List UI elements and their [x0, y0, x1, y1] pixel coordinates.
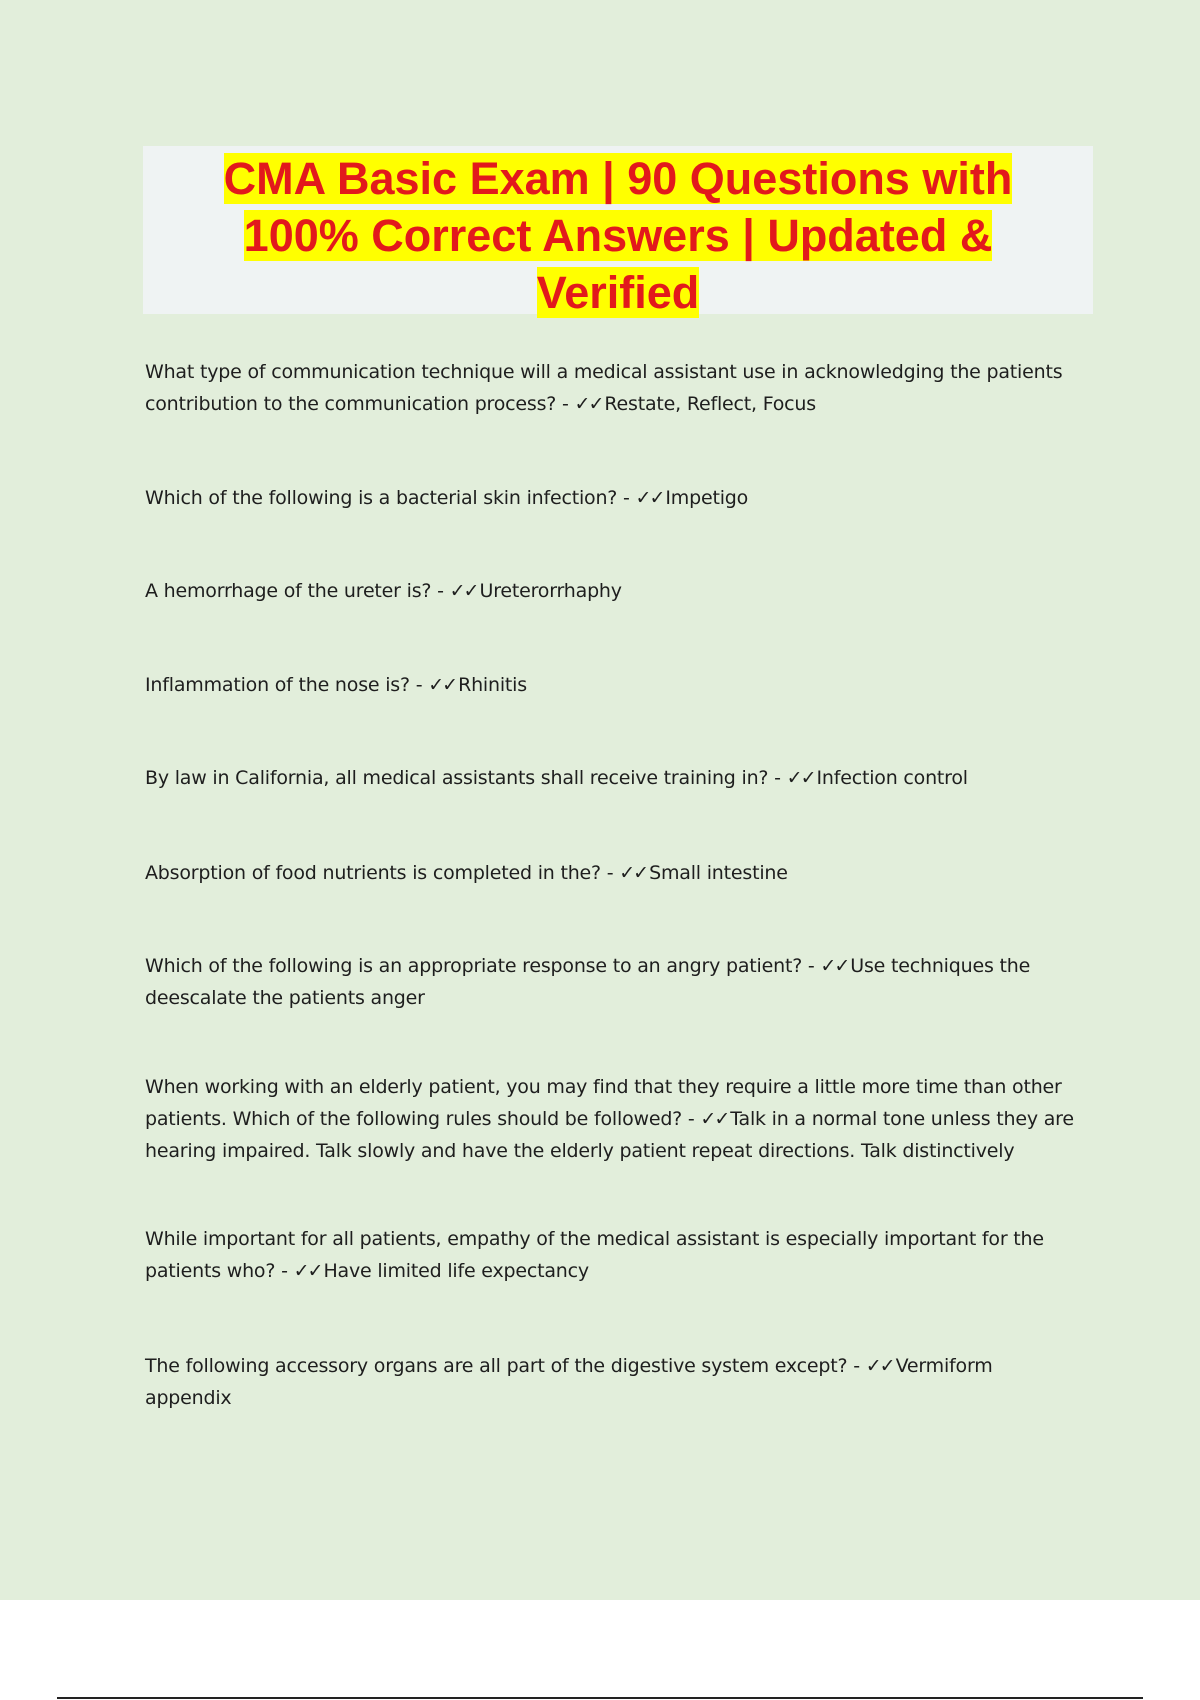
question-text: What type of communication technique will a medical assistant use in acknowledging the patients contribution to the communication process? — [145, 361, 1063, 415]
question-text: By law in California, all medical assistants shall receive training in? — [145, 767, 769, 789]
answer-text: Restate, Reflect, Focus — [604, 393, 816, 415]
double-check-icon: ✓✓ — [865, 1355, 894, 1377]
answer-text: Impetigo — [665, 487, 749, 509]
qa-item: What type of communication technique will a medical assistant use in acknowledging the patients contribution to the communication process? - ✓✓ Restate, Reflect, Focus — [145, 361, 1063, 415]
double-check-icon: ✓✓ — [428, 674, 457, 696]
answer-text: Use techniques the deescalate the patients anger — [145, 955, 1031, 1009]
answer-text: Small intestine — [649, 862, 788, 884]
question-text: Which of the following is a bacterial skin infection? — [145, 487, 618, 509]
double-check-icon: ✓✓ — [700, 1108, 729, 1130]
qa-item: Which of the following is an appropriate response to an angry patient? - ✓✓ Use techniques the deescalate the patients anger — [145, 955, 1031, 1009]
double-check-icon: ✓✓ — [449, 580, 478, 602]
answer-text: Vermiform appendix — [145, 1355, 993, 1409]
qa-item: By law in California, all medical assistants shall receive training in? - ✓✓ Infection control — [145, 767, 968, 789]
qa-item: While important for all patients, empathy of the medical assistant is especially important for the patients who? - ✓✓ Have limited life expectancy — [145, 1228, 1044, 1282]
answer-text: Infection control — [816, 767, 968, 789]
qa-item: The following accessory organs are all part of the digestive system except? - ✓✓ Vermiform appendix — [145, 1355, 993, 1409]
answer-text: Have limited life expectancy — [323, 1260, 589, 1282]
question-text: A hemorrhage of the ureter is? — [145, 580, 432, 602]
title-box — [143, 146, 1093, 318]
answer-text: Rhinitis — [458, 674, 527, 696]
question-text: While important for all patients, empathy of the medical assistant is especially important for the patients who? — [145, 1228, 1044, 1282]
question-text: The following accessory organs are all part of the digestive system except? — [145, 1355, 848, 1377]
double-check-icon: ✓✓ — [293, 1260, 322, 1282]
qa-item: Absorption of food nutrients is completed in the? - ✓✓ Small intestine — [145, 862, 788, 884]
double-check-icon: ✓✓ — [786, 767, 815, 789]
qa-item: Which of the following is a bacterial skin infection? - ✓✓ Impetigo — [145, 487, 749, 509]
answer-text: Ureterorrhaphy — [479, 580, 622, 602]
answer-text: Talk in a normal tone unless they are hearing impaired. Talk slowly and have the elderly patient repeat directions. Talk distinctively — [145, 1108, 1074, 1162]
document-title: CMA Basic Exam | 90 Questions with 100% Correct Answers | Updated & Verified — [223, 153, 1013, 318]
question-text: When working with an elderly patient, you may find that they require a little more time than other patients. Which of the following rules should be followed? — [145, 1076, 1062, 1130]
double-check-icon: ✓✓ — [635, 487, 664, 509]
double-check-icon: ✓✓ — [574, 393, 603, 415]
double-check-icon: ✓✓ — [619, 862, 648, 884]
qa-item: When working with an elderly patient, you may find that they require a little more time than other patients. Which of the following rules should be followed? - ✓✓ Talk in a normal tone unless they are hearing impaired. Talk slowly and have the elderly patient repeat directions. Talk distinctively — [145, 1076, 1074, 1162]
qa-item: Inflammation of the nose is? - ✓✓ Rhinitis — [145, 674, 527, 696]
question-text: Inflammation of the nose is? — [145, 674, 410, 696]
question-text: Absorption of food nutrients is completed in the? — [145, 862, 601, 884]
footer-divider — [57, 1697, 1143, 1699]
double-check-icon: ✓✓ — [820, 955, 849, 977]
question-text: Which of the following is an appropriate response to an angry patient? — [145, 955, 803, 977]
qa-item: A hemorrhage of the ureter is? - ✓✓ Ureterorrhaphy — [145, 580, 622, 602]
